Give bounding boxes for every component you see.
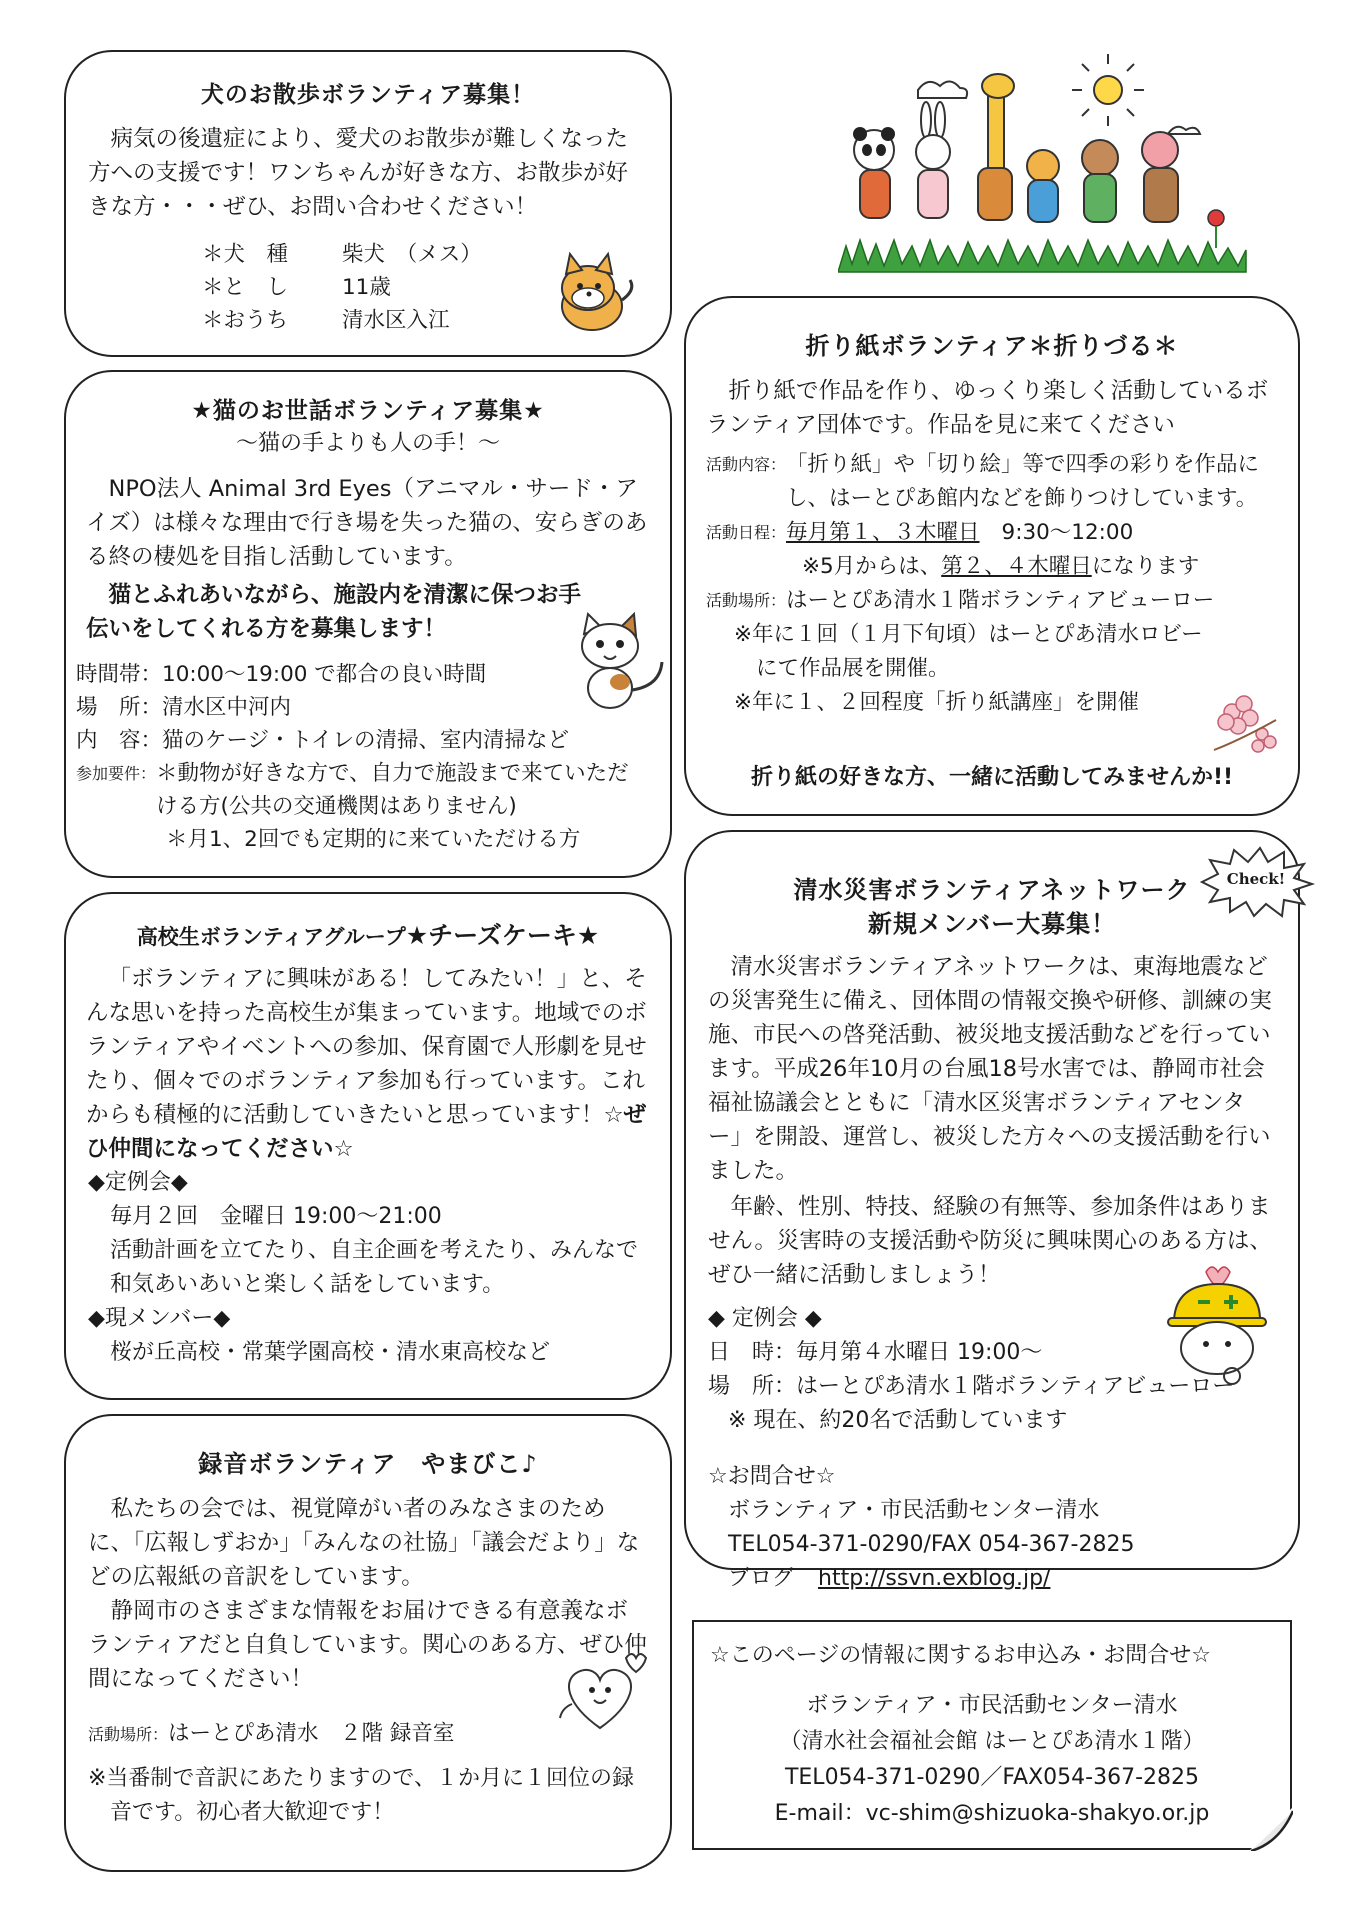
dog-title: 犬のお散歩ボランティア募集！ <box>200 82 536 108</box>
cat-content-value: 猫のケージ・トイレの清掃、室内清掃など <box>162 728 570 753</box>
cheesecake-body <box>86 962 648 1166</box>
disaster-body2: 年齢、性別、特技、経験の有無等、参加条件はありません。災害時の支援活動や防災に興味関心のある方は、ぜひ一緒に活動しましょう！ <box>708 1194 1272 1288</box>
disaster-place-value: はーとぴあ清水１階ボランティアビューロー <box>796 1374 1235 1399</box>
disaster-title-1: 清水災害ボランティアネットワーク <box>793 876 1191 904</box>
cheesecake-title-group: 高校生ボランティアグループ <box>136 925 406 949</box>
origami-content-value: 「折り紙」や「切り絵」等で四季の彩りを作品にし、はーとぴあ館内などを飾りつけしています。 <box>786 452 1260 511</box>
disaster-blog-label: ブログ <box>728 1566 795 1591</box>
disaster-place-label: 場 所： <box>708 1374 797 1399</box>
origami-details <box>706 448 1278 720</box>
origami-note1: ※年に１回（１月下旬頃）はーとぴあ清水ロビーにて作品展を開催。 <box>734 622 1203 681</box>
dog-age-label: ＊と し <box>202 275 289 300</box>
cat-content-label: 内 容： <box>76 728 163 753</box>
cheesecake-section <box>64 892 672 1400</box>
origami-schedule-note-a: ※5月からは、 <box>802 554 942 579</box>
origami-schedule-time: 9:30～12:00 <box>1001 520 1134 545</box>
inquiry-head: ☆このページの情報に関するお申込み・お問合せ☆ <box>710 1643 1212 1668</box>
cheesecake-members-head: ◆現メンバー◆ <box>88 1306 231 1331</box>
origami-content-label: 活動内容： <box>706 455 787 474</box>
yamabiko-place <box>88 1716 454 1747</box>
yamabiko-note: ※当番制で音訳にあたりますので、１か月に１回位の録音です。初心者大歓迎です！ <box>88 1766 634 1825</box>
disaster-contact-org: ボランティア・市民活動センター清水 <box>728 1498 1100 1523</box>
helmet-mascot-illustration <box>1162 1258 1272 1388</box>
cat-subtitle: ～猫の手よりも人の手！～ <box>235 431 500 456</box>
yamabiko-title: 録音ボランティア やまびこ♪ <box>198 1450 538 1478</box>
disaster-date-value: 毎月第４水曜日 19:00～ <box>796 1340 1043 1365</box>
dog-body: 病気の後遺症により、愛犬のお散歩が難しくなった方への支援です！ワンちゃんが好きな方、お散歩が好きな方・・・ぜひ、お問い合わせください！ <box>88 126 629 220</box>
inquiry-email[interactable]: E-mail：vc-shim@shizuoka-shakyo.or.jp <box>774 1801 1210 1826</box>
cheesecake-meeting <box>88 1166 648 1370</box>
cat-volunteer-section <box>64 370 672 878</box>
heart-mascot-illustration <box>556 1644 652 1740</box>
inquiry-address: （清水社会福祉会館 はーとぴあ清水１階） <box>779 1729 1205 1754</box>
dog-volunteer-section <box>64 50 672 357</box>
disaster-meeting-head: ◆ 定例会 ◆ <box>708 1306 822 1331</box>
disaster-note: ※ 現在、約20名で活動しています <box>728 1408 1068 1433</box>
disaster-blog-link[interactable]: http://ssvn.exblog.jp/ <box>818 1566 1051 1591</box>
cheesecake-title-name: ★チーズケーキ★ <box>405 921 600 950</box>
cheesecake-meeting-time: 毎月２回 金曜日 19:00～21:00 <box>110 1204 442 1229</box>
origami-place-label: 活動場所： <box>706 591 787 610</box>
cat-req-value: ＊動物が好きな方で、自力で施設まで来ていただける方(公共の交通機関はありません) <box>156 761 629 819</box>
page-curl-icon <box>1249 1807 1293 1851</box>
cat-details <box>76 658 648 856</box>
cat-body: NPO法人 Animal 3rd Eyes（アニマル・サード・アイズ）は様々な理由で行き場を失った猫の、安らぎのある終の棲処を目指し活動しています。 <box>86 476 648 570</box>
hiking-animals-illustration <box>838 50 1248 280</box>
shiba-dog-illustration <box>544 244 644 344</box>
origami-call: 折り紙の好きな方、一緒に活動してみませんか!! <box>750 765 1234 790</box>
cherry-blossom-illustration <box>1210 690 1280 754</box>
origami-title: 折り紙ボランティア＊折りづる＊ <box>805 332 1179 360</box>
disaster-contact <box>708 1460 1276 1596</box>
cheesecake-meeting-desc: 活動計画を立てたり、自主企画を考えたり、みんなで和気あいあいと楽しく話をしています。 <box>110 1238 639 1297</box>
origami-section <box>684 296 1300 816</box>
origami-schedule-value: 毎月第１、３木曜日 <box>786 520 980 545</box>
cat-emphasis: 猫とふれあいながら、施設内を清潔に保つお手伝いをしてくれる方を募集します！ <box>86 582 582 642</box>
disaster-date-label: 日 時： <box>708 1340 797 1365</box>
dog-details <box>202 238 482 337</box>
cat-place-value: 清水区中河内 <box>162 695 292 720</box>
yamabiko-place-value: はーとぴあ清水 ２階 録音室 <box>168 1721 455 1746</box>
dog-home-label: ＊おうち <box>202 308 289 333</box>
yamabiko-body2: 静岡市のさまざまな情報をお届けできる有意義なボランティアだと自負しています。関心のある方、ぜひ仲間になってください！ <box>88 1598 647 1692</box>
cat-place-label: 場 所： <box>76 695 163 720</box>
yamabiko-place-label: 活動場所： <box>88 1725 169 1744</box>
cat-extra: ＊月1、2回でも定期的に来ていただける方 <box>166 827 581 852</box>
origami-schedule-label: 活動日程： <box>706 523 787 542</box>
disaster-title-2: 新規メンバー大募集！ <box>867 910 1117 938</box>
inquiry-section <box>692 1620 1292 1850</box>
dog-breed-label: ＊犬 種 <box>202 242 289 267</box>
disaster-contact-head: ☆お問合せ☆ <box>708 1464 836 1489</box>
cat-req-label: 参加要件： <box>76 764 157 783</box>
origami-body: 折り紙で作品を作り、ゆっくり楽しく活動しているボランティア団体です。作品を見に来てください <box>706 378 1269 438</box>
cheesecake-meeting-head: ◆定例会◆ <box>88 1170 188 1195</box>
cheesecake-title <box>66 916 670 952</box>
disaster-contact-tel: TEL054-371-0290/FAX 054-367-2825 <box>728 1532 1135 1557</box>
origami-schedule-note-b: 第２、４木曜日 <box>941 554 1092 579</box>
cat-title: ★猫のお世話ボランティア募集★ <box>191 398 545 424</box>
yamabiko-section <box>64 1414 672 1872</box>
yamabiko-body1: 私たちの会では、視覚障がい者のみなさまのために、「広報しずおか」「みんなの社協」「議会だより」などの広報紙の音訳をしています。 <box>88 1496 640 1590</box>
cheesecake-body-text: 「ボランティアに興味がある！してみたい！」と、そんな思いを持った高校生が集まっています。地域でのボランティアやイベントへの参加、保育園で人形劇を見せたり、個々でのボランティア参加も行っています。これからも積極的に活動していきたいと思っています！ <box>86 966 647 1128</box>
cheesecake-body-tail: ☆ぜひ仲間になってください☆ <box>86 1102 647 1162</box>
inquiry-tel: TEL054-371-0290／FAX054-367-2825 <box>784 1765 1200 1790</box>
origami-note2: ※年に１、２回程度「折り紙講座」を開催 <box>734 690 1140 715</box>
check-badge-text: Check! <box>1226 870 1286 888</box>
inquiry-org: ボランティア・市民活動センター清水 <box>806 1693 1178 1718</box>
cheesecake-members: 桜が丘高校・常葉学園高校・清水東高校など <box>110 1340 551 1365</box>
dog-age-value: 11歳 <box>342 275 391 300</box>
dog-breed-value: 柴犬 （メス） <box>342 242 482 267</box>
cat-time-label: 時間帯： <box>76 662 163 687</box>
cat-time-value: 10:00～19:00 で都合の良い時間 <box>162 662 487 687</box>
dog-home-value: 清水区入江 <box>342 308 450 333</box>
origami-place-value: はーとぴあ清水１階ボランティアビューロー <box>786 588 1215 613</box>
origami-schedule-note-c: になります <box>1091 554 1200 579</box>
check-badge <box>1196 846 1316 918</box>
inquiry-body <box>694 1688 1290 1832</box>
disaster-network-section <box>684 830 1300 1591</box>
disaster-body1: 清水災害ボランティアネットワークは、東海地震などの災害発生に備え、団体間の情報交換や研修、訓練の実施、市民への啓発活動、被災地支援活動などを行っています。平成26年10月の台風18号水害では、静岡市社会福祉協議会とともに「清水区災害ボランティアセンター」を開設、運営し、被災した方々への支援活動を行いました。 <box>708 954 1272 1184</box>
calico-cat-illustration <box>564 610 670 720</box>
